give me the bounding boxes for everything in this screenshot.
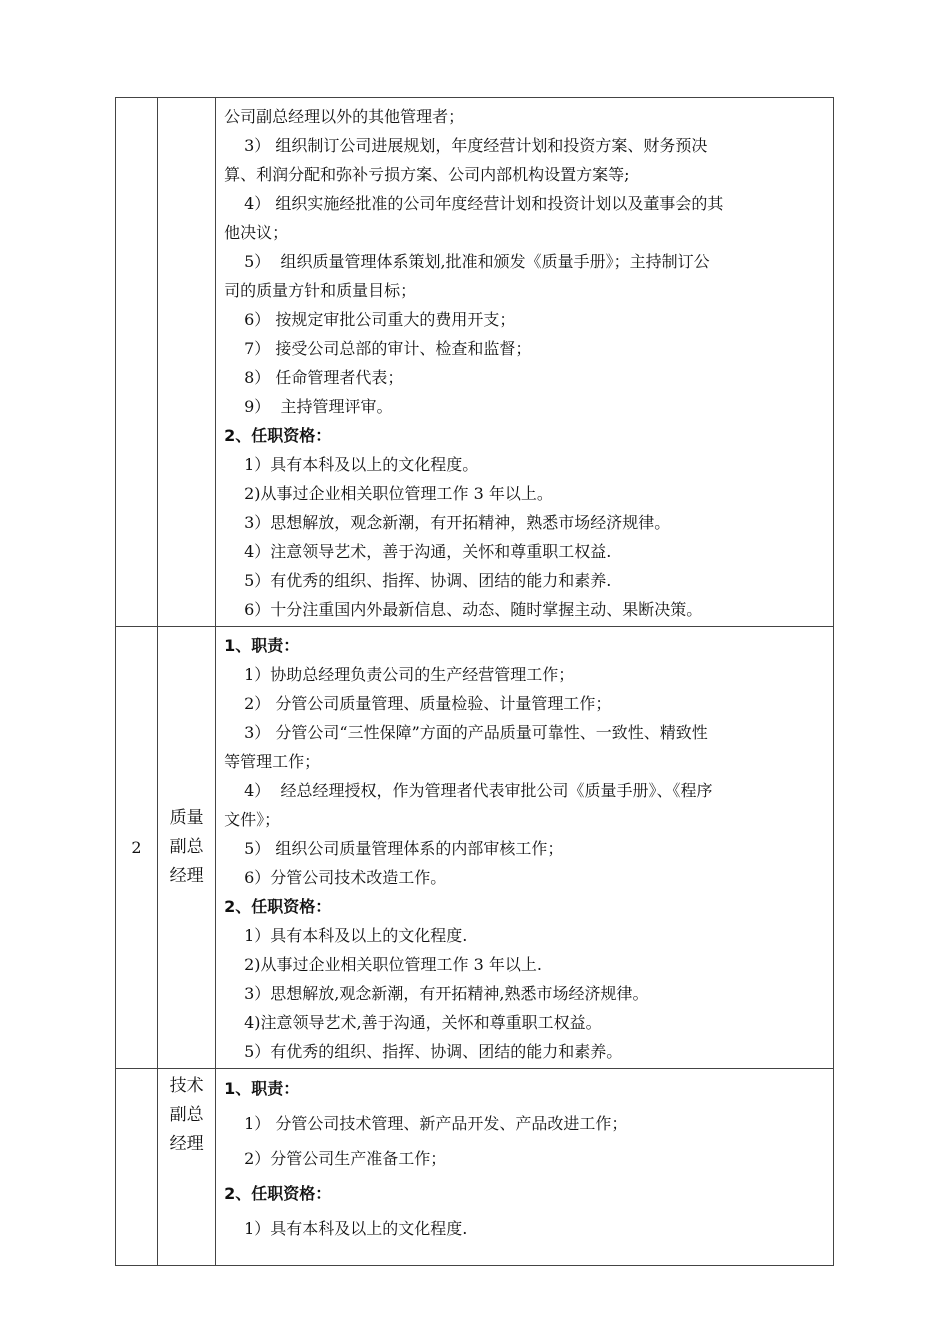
- description-line: 3） 分管公司“三性保障”方面的产品质量可靠性、一致性、精致性: [244, 723, 708, 742]
- description-line: 5）有优秀的组织、指挥、协调、团结的能力和素养。: [244, 1042, 623, 1061]
- position-title-line: 技术: [169, 1076, 204, 1096]
- description-line: 2)从事过企业相关职位管理工作 3 年以上.: [244, 955, 542, 974]
- description-line: 1）具有本科及以上的文化程度.: [244, 926, 468, 945]
- description-line: 4)注意领导艺术,善于沟通，关怀和尊重职工权益。: [244, 1013, 602, 1032]
- description-line: 3）思想解放,观念新潮，有开拓精神,熟悉市场经济规律。: [244, 984, 649, 1003]
- table-row: [116, 98, 834, 627]
- description-line: 1）具有本科及以上的文化程度.: [244, 1219, 468, 1238]
- section-heading: 2、任职资格：: [224, 897, 332, 916]
- description-line: 4） 经总经理授权，作为管理者代表审批公司《质量手册》、《程序: [244, 781, 713, 800]
- description-line: 3）思想解放，观念新潮，有开拓精神，熟悉市场经济规律。: [244, 513, 671, 532]
- row-number-cell: [116, 1069, 158, 1266]
- position-cell: [158, 627, 216, 1069]
- section-heading: 2、任职资格：: [224, 1184, 332, 1203]
- position-title-line: 经理: [169, 1134, 204, 1154]
- description-cell: [216, 627, 834, 1069]
- description-line: 5） 组织质量管理体系策划,批准和颁发《质量手册》；主持制订公: [244, 252, 710, 271]
- row-number-cell: [116, 98, 158, 627]
- description-line: 算、利润分配和弥补亏损方案、公司内部机构设置方案等;: [224, 165, 630, 184]
- row-number: 2: [131, 838, 142, 857]
- description-line: 9） 主持管理评审。: [244, 397, 393, 416]
- description-line: 文件》；: [224, 810, 281, 829]
- description-line: 1）协助总经理负责公司的生产经营管理工作；: [244, 665, 575, 684]
- section-heading: 1、职责：: [224, 636, 300, 655]
- description-line: 4）注意领导艺术，善于沟通，关怀和尊重职工权益.: [244, 542, 612, 561]
- description-line: 5）有优秀的组织、指挥、协调、团结的能力和素养.: [244, 571, 612, 590]
- description-line: 1） 分管公司技术管理、新产品开发、产品改进工作；: [244, 1114, 628, 1133]
- description-line: 7） 接受公司总部的审计、检查和监督；: [244, 339, 532, 358]
- description-line: 6） 按规定审批公司重大的费用开支；: [244, 310, 516, 329]
- description-cell: [216, 1069, 834, 1266]
- position-title-line: 质量: [169, 808, 204, 828]
- description-line: 6）十分注重国内外最新信息、动态、随时掌握主动、果断决策。: [244, 600, 703, 619]
- position-title-line: 经理: [169, 866, 204, 886]
- table-row: [116, 1069, 834, 1266]
- row-number-cell: [116, 627, 158, 1069]
- job-description-table: [115, 97, 834, 1266]
- description-line: 6）分管公司技术改造工作。: [244, 868, 447, 887]
- description-line: 公司副总经理以外的其他管理者；: [224, 107, 465, 126]
- description-line: 3） 组织制订公司进展规划，年度经营计划和投资方案、财务预决: [244, 136, 708, 155]
- description-line: 2)从事过企业相关职位管理工作 3 年以上。: [244, 484, 553, 503]
- position-cell: [158, 1069, 216, 1266]
- table-row: [116, 627, 834, 1069]
- description-line: 司的质量方针和质量目标；: [224, 281, 417, 300]
- position-cell: [158, 98, 216, 627]
- description-line: 2） 分管公司质量管理、质量检验、计量管理工作；: [244, 694, 612, 713]
- section-heading: 1、职责：: [224, 1079, 300, 1098]
- description-line: 他决议；: [224, 223, 289, 242]
- position-title-line: 副总: [169, 1105, 204, 1125]
- description-line: 5） 组织公司质量管理体系的内部审核工作；: [244, 839, 564, 858]
- section-heading: 2、任职资格：: [224, 426, 332, 445]
- description-line: 4） 组织实施经批准的公司年度经营计划和投资计划以及董事会的其: [244, 194, 724, 213]
- description-line: 2）分管公司生产准备工作；: [244, 1149, 447, 1168]
- description-line: 1）具有本科及以上的文化程度。: [244, 455, 479, 474]
- description-line: 等管理工作；: [224, 752, 321, 771]
- description-line: 8） 任命管理者代表；: [244, 368, 404, 387]
- position-title-line: 副总: [169, 837, 204, 857]
- description-cell: [216, 98, 834, 627]
